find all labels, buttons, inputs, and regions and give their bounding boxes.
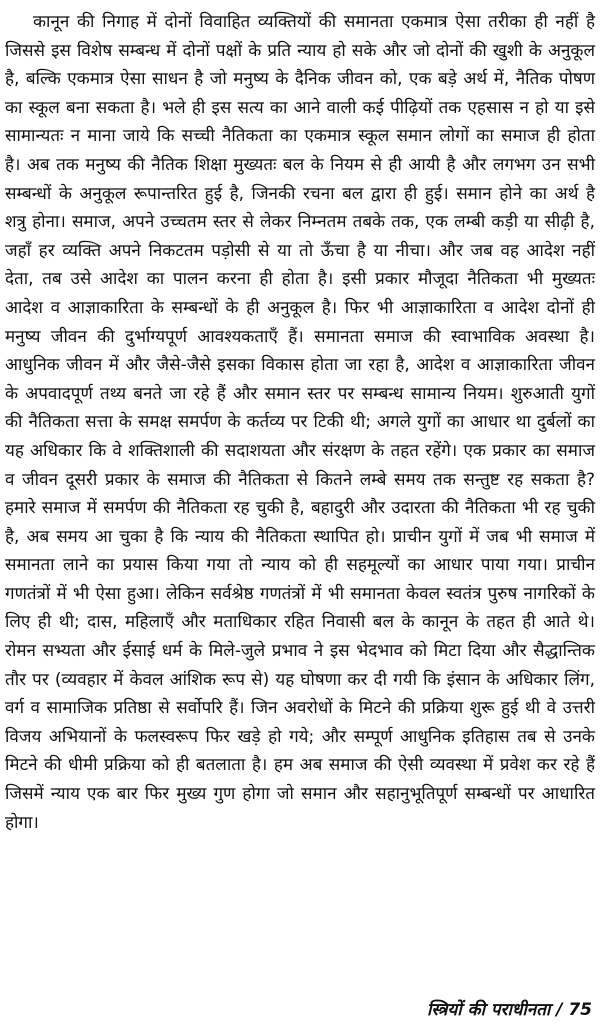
- body-paragraph: कानून की निगाह में दोनों विवाहित व्यक्तियों की समानता एकमात्र ऐसा तरीका ही नहीं है जिससे इस विशेष सम्बन्ध में दोनों पक्षों के प्रति न्याय हो सके और जो दोनों की खुशी के अनुकूल है, बल्कि एकमात्र ऐसा साधन है जो मनुष्य के दैनिक जीवन को, एक बड़े अर्थ में, नैतिक पोषण का स्कूल बना सकता है। भले ही इस सत्य का आने वाली कई पीढ़ियों तक एहसास न हो या इसे सामान्यतः न माना जाये कि सच्ची नैतिकता का एकमात्र स्कूल समान लोगों का समाज ही होता है। अब तक मनुष्य की नैतिक शिक्षा मुख्यतः बल के नियम से ही आयी है और लगभग उन सभी सम्बन्धों के अनुकूल रूपान्तरित हुई है, जिनकी रचना बल द्वारा ही हुई। समान होने का अर्थ है शत्रु होना। समाज, अपने उच्चतम स्तर से लेकर निम्नतम तबके तक, एक लम्बी कड़ी या सीढ़ी है, जहाँ हर व्यक्ति अपने निकटतम पड़ोसी से या तो ऊँचा है या नीचा। और जब वह आदेश नहीं देता, तब उसे आदेश का पालन करना ही होता है। इसी प्रकार मौजूदा नैतिकता भी मुख्यतः आदेश व आज्ञाकारिता के सम्बन्धों के ही अनुकूल है। फिर भी आज्ञाकारिता व आदेश दोनों ही मनुष्य जीवन की दुर्भाग्यपूर्ण आवश्यकताएँ हैं। समानता समाज की स्वाभाविक अवस्था है। आधुनिक जीवन में और जैसे-जैसे इसका विकास होता जा रहा है, आदेश व आज्ञाकारिता जीवन के अपवादपूर्ण तथ्य बनते जा रहे हैं और समान स्तर पर सम्बन्ध सामान्य नियम। शुरुआती युगों की नैतिकता सत्ता के समक्ष समर्पण के कर्तव्य पर टिकी थी; अगले युगों का आधार था दुर्बलों का यह अधिकार कि वे शक्तिशाली की सदाशयता और संरक्षण के तहत रहेंगे। एक प्रकार का समाज व जीवन दूसरी प्रकार के समाज की नैतिकता से कितने लम्बे समय तक सन्तुष्ट रह सकता है? हमारे समाज में समर्पण की नैतिकता रह चुकी है, बहादुरी और उदारता की नैतिकता भी रह चुकी है, अब समय आ चुका है कि न्याय की नैतिकता स्थापित हो। प्राचीन युगों में जब भी समाज में समानता लाने का प्रयास किया गया तो न्याय को ही सहमूल्यों का आधार पाया गया। प्राचीन गणतंत्रों में भी ऐसा हुआ। लेकिन सर्वश्रेष्ठ गणतंत्रों में भी समानता केवल स्वतंत्र पुरुष नागरिकों के लिए ही थी; दास, महिलाएँ और मताधिकार रहित निवासी बल के कानून के तहत ही आते थे। रोमन सभ्यता और ईसाई धर्म के मिले-जुले प्रभाव ने इस भेदभाव को मिटा दिया और सैद्धान्तिक तौर पर (व्यवहार में केवल आंशिक रूप से) यह घोषणा कर दी गयी कि इंसान के अधिकार लिंग, वर्ग व सामाजिक प्रतिष्ठा से सर्वोपरि हैं। जिन अवरोधों के मिटने की प्रक्रिया शुरू हुई थी वे उत्तरी विजय अभियानों के फलस्वरूप फिर खड़े हो गये; और सम्पूर्ण आधुनिक इतिहास तब से उनके मिटने की धीमी प्रक्रिया को ही बतलाता है। हम अब समाज की ऐसी व्यवस्था में प्रवेश कर रहे हैं जिसमें न्याय एक बार फिर मुख्य गुण होगा जो समान और सहानुभूतिपूर्ण सम्बन्धों पर आधारित होगा।: [5, 12, 595, 833]
- running-footer: स्त्रियों की पराधीनता / 75: [426, 1000, 592, 1020]
- page-body: [5, 8, 595, 837]
